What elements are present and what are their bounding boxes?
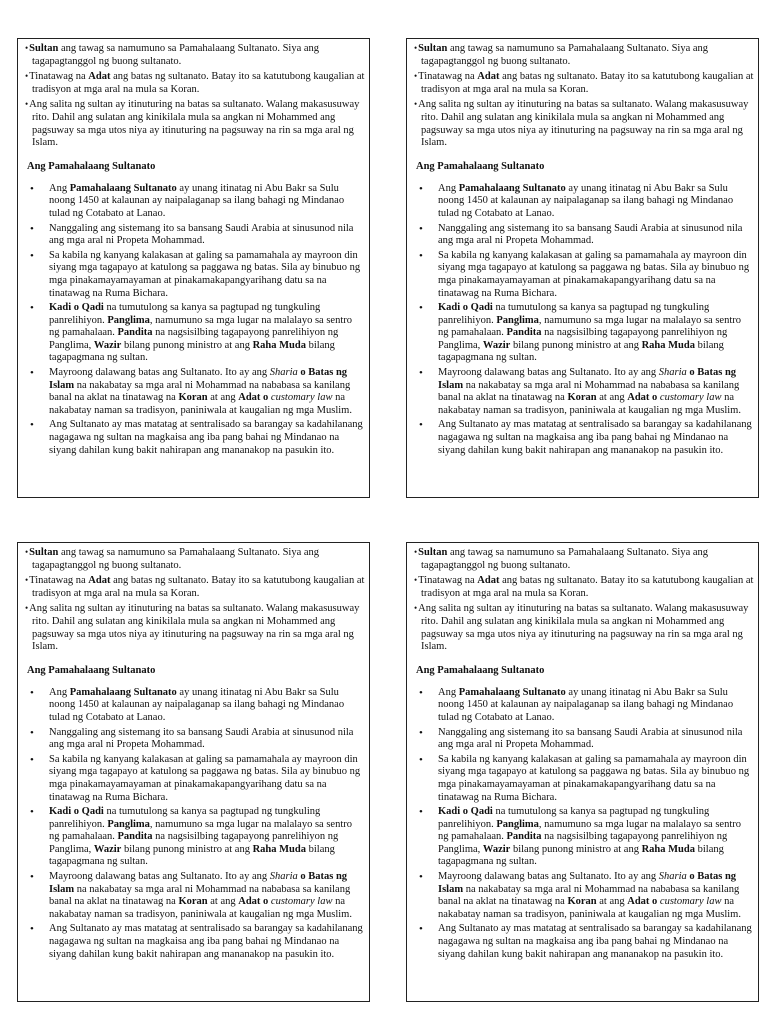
text-run: bilang tagapagmana ng sultan. bbox=[49, 843, 335, 868]
bullet-icon: • bbox=[419, 419, 423, 432]
bullet-icon: • bbox=[30, 753, 34, 766]
bold-term: Adat bbox=[88, 71, 111, 83]
bullet-list bbox=[18, 183, 369, 457]
text-run: Nanggaling ang sistemang ito sa bansang Saudi Arabia at sinusunod nila ang mga aral ni Propeta Mohammad. bbox=[49, 222, 354, 247]
bullet-icon: • bbox=[419, 923, 423, 936]
list-item bbox=[18, 687, 363, 725]
text-run: bilang tagapagmana ng sultan. bbox=[438, 339, 724, 364]
text-run: bilang punong ministro at ang bbox=[121, 339, 253, 351]
intro-list bbox=[407, 39, 758, 150]
emphasis-term: o Batas ng Islam bbox=[49, 871, 348, 895]
bullet-icon: • bbox=[419, 302, 423, 315]
emphasis-term: Pandita bbox=[506, 327, 542, 339]
intro-list bbox=[18, 39, 369, 150]
text-run: Sa kabila ng kanyang kalakasan at galing sa pamamahala ay mayroon din siyang mga tagapayo at katulong sa paggawa ng batas. Sila ay binubuo ng mga pinakamayamayaman at pinakamakapangyarihang datu sa na tinatawag na Ruma Bichara. bbox=[49, 753, 361, 803]
intro-item: •Sultan ang tawag sa namumuno sa Pamahalaang Sultanato. Siya ang tagapagtanggol ng buong sultanato. bbox=[414, 43, 709, 67]
emphasis-term: Wazir bbox=[482, 843, 511, 855]
text-run: na nakabatay naman sa tradisyon, paniniwala at kaugalian ng mga Muslim. bbox=[438, 392, 741, 416]
text-run: Mayroong dalawang batas ang Sultanato. Ito ay ang bbox=[49, 871, 270, 883]
list-item bbox=[18, 754, 363, 804]
emphasis-term: Adat o bbox=[238, 896, 269, 908]
text-run: ay unang itinatag ni Abu Bakr sa Sulu noong 1450 at kalaunan ay naipalaganap sa ilang bahagi ng Mindanao tulad ng Cotabato at Lanao. bbox=[438, 686, 734, 723]
emphasis-term: customary law bbox=[659, 392, 722, 404]
emphasis-term: customary law bbox=[659, 896, 722, 908]
handout-card-2 bbox=[406, 38, 759, 498]
intro-item: •Sultan ang tawag sa namumuno sa Pamahalaang Sultanato. Siya ang tagapagtanggol ng buong sultanato. bbox=[414, 547, 709, 571]
emphasis-term: Pamahalaang Sultanato bbox=[69, 686, 177, 698]
intro-item: •Ang salita ng sultan ay itinuturing na batas sa sultanato. Walang makasusuway rito. Dahil ang sulatan ang kinikilala mula sa angkan ni Mohammed ang pagsuway sa mga utos niya ay itinuturing na pagsuway na rin sa mga aral ng Islam. bbox=[25, 603, 360, 653]
text-run: Ang Sultanato ay mas matatag at sentralisado sa barangay sa kadahilanang nagagawa ng sultan na magkaisa ang iba pang bahai ng Mindanao na siyang dahilan kung bakit nahirapan ang mananakop na pasukin ito. bbox=[49, 419, 363, 456]
list-item bbox=[18, 302, 363, 365]
list-item bbox=[18, 871, 363, 921]
emphasis-term: Pamahalaang Sultanato bbox=[458, 182, 566, 194]
text-run: na tumutulong sa kanya sa pagtupad ng tungkuling panrelihiyon. bbox=[49, 302, 321, 326]
text-run: na tumutulong sa kanya sa pagtupad ng tungkuling panrelihiyon. bbox=[49, 806, 321, 830]
list-item bbox=[407, 754, 752, 804]
bullet-list bbox=[407, 183, 758, 457]
text-run: Sa kabila ng kanyang kalakasan at galing sa pamamahala ay mayroon din siyang mga tagapayo at katulong sa paggawa ng batas. Sila ay binubuo ng mga pinakamayamayaman at pinakamakapangyarihang datu sa na tinatawag na Ruma Bichara. bbox=[49, 249, 361, 299]
text-run: Sa kabila ng kanyang kalakasan at galing sa pamamahala ay mayroon din siyang mga tagapayo at katulong sa paggawa ng batas. Sila ay binubuo ng mga pinakamayamayaman at pinakamakapangyarihang datu sa na tinatawag na Ruma Bichara. bbox=[438, 249, 750, 299]
text-run: bilang tagapagmana ng sultan. bbox=[49, 339, 335, 364]
bullet-icon: • bbox=[30, 249, 34, 262]
emphasis-term: Adat o bbox=[238, 392, 269, 404]
bullet-icon: • bbox=[30, 726, 34, 739]
intro-list bbox=[407, 543, 758, 654]
text-run: na nagsisilbing tagapayong panrelihiyon ng Panglima, bbox=[438, 327, 728, 351]
text-run: na nagsisilbing tagapayong panrelihiyon ng Panglima, bbox=[49, 831, 339, 855]
list-item bbox=[18, 183, 363, 221]
emphasis-term: Sharia bbox=[269, 871, 298, 883]
emphasis-term: Panglima bbox=[496, 314, 539, 326]
bullet-icon: • bbox=[419, 367, 423, 380]
list-item bbox=[407, 250, 752, 300]
text-run: Mayroong dalawang batas ang Sultanato. Ito ay ang bbox=[438, 871, 659, 883]
text-run: na nagsisilbing tagapayong panrelihiyon ng Panglima, bbox=[49, 327, 339, 351]
emphasis-term: Wazir bbox=[93, 339, 122, 351]
text-run: na nakabatay sa mga aral ni Mohammad na nababasa sa kanilang banal na aklat na tinatawag na bbox=[438, 379, 740, 404]
intro-list bbox=[18, 543, 369, 654]
text-run: Ang bbox=[49, 182, 70, 194]
emphasis-term: Raha Muda bbox=[252, 339, 306, 351]
emphasis-term: Kadi o Qadi bbox=[49, 806, 104, 818]
text-run: na nakabatay naman sa tradisyon, paniniwala at kaugalian ng mga Muslim. bbox=[49, 392, 352, 416]
text-run: at ang bbox=[596, 896, 628, 908]
list-item bbox=[407, 871, 752, 921]
text-run: , namumuno sa mga lugar na malalayo sa sentro ng pamahalaan. bbox=[438, 314, 741, 339]
list-item bbox=[407, 302, 752, 365]
text-run: Ang Sultanato ay mas matatag at sentralisado sa barangay sa kadahilanang nagagawa ng sultan na magkaisa ang iba pang bahai ng Mindanao na siyang dahilan kung bakit nahirapan ang mananakop na pasukin ito. bbox=[49, 923, 363, 960]
list-item bbox=[407, 923, 752, 961]
list-item bbox=[18, 727, 363, 752]
bullet-list bbox=[18, 687, 369, 961]
emphasis-term: Raha Muda bbox=[641, 339, 695, 351]
text-run: Mayroong dalawang batas ang Sultanato. Ito ay ang bbox=[49, 367, 270, 379]
text-run: Ang Sultanato ay mas matatag at sentralisado sa barangay sa kadahilanang nagagawa ng sultan na magkaisa ang iba pang bahai ng Mindanao na siyang dahilan kung bakit nahirapan ang mananakop na pasukin ito. bbox=[438, 923, 752, 960]
bullet-icon: • bbox=[30, 419, 34, 432]
emphasis-term: Adat o bbox=[627, 392, 658, 404]
text-run: Nanggaling ang sistemang ito sa bansang Saudi Arabia at sinusunod nila ang mga aral ni Propeta Mohammad. bbox=[438, 222, 743, 247]
emphasis-term: Pandita bbox=[506, 831, 542, 843]
list-item bbox=[407, 727, 752, 752]
text-run: na nakabatay naman sa tradisyon, paniniwala at kaugalian ng mga Muslim. bbox=[49, 896, 352, 920]
text-run: , namumuno sa mga lugar na malalayo sa sentro ng pamahalaan. bbox=[438, 818, 741, 843]
handout-card-1 bbox=[17, 38, 370, 498]
emphasis-term: Wazir bbox=[482, 339, 511, 351]
bullet-icon: • bbox=[30, 302, 34, 315]
text-run: at ang bbox=[207, 392, 239, 404]
bold-term: Sultan bbox=[29, 547, 59, 558]
section-heading: Ang Pamahalaang Sultanato bbox=[416, 160, 545, 172]
handout-card-4 bbox=[406, 542, 759, 1002]
bullet-icon: • bbox=[419, 249, 423, 262]
text-run: na tumutulong sa kanya sa pagtupad ng tungkuling panrelihiyon. bbox=[438, 302, 710, 326]
emphasis-term: Adat o bbox=[627, 896, 658, 908]
text-run: ay unang itinatag ni Abu Bakr sa Sulu noong 1450 at kalaunan ay naipalaganap sa ilang bahagi ng Mindanao tulad ng Cotabato at Lanao. bbox=[49, 182, 345, 219]
text-run: , namumuno sa mga lugar na malalayo sa sentro ng pamahalaan. bbox=[49, 314, 352, 339]
bullet-icon: • bbox=[419, 686, 423, 699]
text-run: bilang punong ministro at ang bbox=[510, 339, 642, 351]
intro-item: •Sultan ang tawag sa namumuno sa Pamahalaang Sultanato. Siya ang tagapagtanggol ng buong sultanato. bbox=[25, 547, 320, 571]
text-run: bilang tagapagmana ng sultan. bbox=[438, 843, 724, 868]
intro-item: •Ang salita ng sultan ay itinuturing na batas sa sultanato. Walang makasusuway rito. Dahil ang sulatan ang kinikilala mula sa angkan ni Mohammed ang pagsuway sa mga utos niya ay itinuturing na pagsuway na rin sa mga aral ng Islam. bbox=[414, 603, 749, 653]
emphasis-term: Pamahalaang Sultanato bbox=[69, 182, 177, 194]
text-run: Ang bbox=[438, 182, 459, 194]
text-run: na nakabatay naman sa tradisyon, paniniwala at kaugalian ng mga Muslim. bbox=[438, 896, 741, 920]
text-run: na nagsisilbing tagapayong panrelihiyon ng Panglima, bbox=[438, 831, 728, 855]
text-run: na nakabatay sa mga aral ni Mohammad na nababasa sa kanilang banal na aklat na tinatawag na bbox=[49, 379, 351, 404]
text-run: at ang bbox=[596, 392, 628, 404]
emphasis-term: Pandita bbox=[117, 831, 153, 843]
bullet-icon: • bbox=[30, 182, 34, 195]
bullet-icon: • bbox=[30, 923, 34, 936]
text-run: Ang bbox=[438, 686, 459, 698]
list-item bbox=[18, 223, 363, 248]
list-item bbox=[18, 367, 363, 417]
text-run: ay unang itinatag ni Abu Bakr sa Sulu noong 1450 at kalaunan ay naipalaganap sa ilang bahagi ng Mindanao tulad ng Cotabato at Lanao. bbox=[438, 182, 734, 219]
emphasis-term: Panglima bbox=[496, 818, 539, 830]
bold-term: Adat bbox=[477, 575, 500, 587]
emphasis-term: Kadi o Qadi bbox=[438, 806, 493, 818]
bold-term: Adat bbox=[477, 71, 500, 83]
bullet-icon: • bbox=[419, 753, 423, 766]
list-item bbox=[407, 419, 752, 457]
text-run: bilang punong ministro at ang bbox=[510, 843, 642, 855]
emphasis-term: customary law bbox=[270, 896, 333, 908]
bullet-icon: • bbox=[419, 182, 423, 195]
emphasis-term: o Batas ng Islam bbox=[438, 871, 737, 895]
bullet-icon: • bbox=[30, 367, 34, 380]
emphasis-term: o Batas ng Islam bbox=[438, 367, 737, 391]
emphasis-term: Kadi o Qadi bbox=[49, 302, 104, 314]
bullet-icon: • bbox=[30, 806, 34, 819]
bullet-icon: • bbox=[419, 871, 423, 884]
emphasis-term: Sharia bbox=[269, 367, 298, 379]
text-run: Ang bbox=[49, 686, 70, 698]
intro-item: •Ang salita ng sultan ay itinuturing na batas sa sultanato. Walang makasusuway rito. Dahil ang sulatan ang kinikilala mula sa angkan ni Mohammed ang pagsuway sa mga utos niya ay itinuturing na pagsuway na rin sa mga aral ng Islam. bbox=[25, 99, 360, 149]
emphasis-term: Koran bbox=[178, 392, 208, 404]
emphasis-term: Raha Muda bbox=[641, 843, 695, 855]
text-run: Sa kabila ng kanyang kalakasan at galing sa pamamahala ay mayroon din siyang mga tagapayo at katulong sa paggawa ng batas. Sila ay binubuo ng mga pinakamayamayaman at pinakamakapangyarihang datu sa na tinatawag na Ruma Bichara. bbox=[438, 753, 750, 803]
bullet-icon: • bbox=[419, 806, 423, 819]
emphasis-term: Koran bbox=[567, 896, 597, 908]
emphasis-term: Koran bbox=[567, 392, 597, 404]
bullet-icon: • bbox=[419, 222, 423, 235]
text-run: na tumutulong sa kanya sa pagtupad ng tungkuling panrelihiyon. bbox=[438, 806, 710, 830]
text-run: bilang punong ministro at ang bbox=[121, 843, 253, 855]
bold-term: Sultan bbox=[29, 43, 59, 54]
bullet-icon: • bbox=[30, 222, 34, 235]
bullet-icon: • bbox=[30, 686, 34, 699]
list-item bbox=[18, 923, 363, 961]
list-item bbox=[18, 419, 363, 457]
emphasis-term: o Batas ng Islam bbox=[49, 367, 348, 391]
emphasis-term: Sharia bbox=[658, 871, 687, 883]
bold-term: Adat bbox=[88, 575, 111, 587]
intro-item: •Tinatawag na Adat ang batas ng sultanato. Batay ito sa katutubong kaugalian at tradisyon at mga aral na mula sa Koran. bbox=[414, 71, 754, 95]
list-item bbox=[18, 806, 363, 869]
intro-item: •Ang salita ng sultan ay itinuturing na batas sa sultanato. Walang makasusuway rito. Dahil ang sulatan ang kinikilala mula sa angkan ni Mohammed ang pagsuway sa mga utos niya ay itinuturing na pagsuway na rin sa mga aral ng Islam. bbox=[414, 99, 749, 149]
bullet-icon: • bbox=[419, 726, 423, 739]
text-run: na nakabatay sa mga aral ni Mohammad na nababasa sa kanilang banal na aklat na tinatawag na bbox=[49, 883, 351, 908]
intro-item: •Tinatawag na Adat ang batas ng sultanato. Batay ito sa katutubong kaugalian at tradisyon at mga aral na mula sa Koran. bbox=[25, 575, 365, 599]
section-heading: Ang Pamahalaang Sultanato bbox=[27, 160, 156, 172]
text-run: at ang bbox=[207, 896, 239, 908]
text-run: na nakabatay sa mga aral ni Mohammad na nababasa sa kanilang banal na aklat na tinatawag na bbox=[438, 883, 740, 908]
list-item bbox=[407, 367, 752, 417]
intro-item: •Tinatawag na Adat ang batas ng sultanato. Batay ito sa katutubong kaugalian at tradisyon at mga aral na mula sa Koran. bbox=[25, 71, 365, 95]
intro-item: •Tinatawag na Adat ang batas ng sultanato. Batay ito sa katutubong kaugalian at tradisyon at mga aral na mula sa Koran. bbox=[414, 575, 754, 599]
intro-item: •Sultan ang tawag sa namumuno sa Pamahalaang Sultanato. Siya ang tagapagtanggol ng buong sultanato. bbox=[25, 43, 320, 67]
text-run: Mayroong dalawang batas ang Sultanato. Ito ay ang bbox=[438, 367, 659, 379]
emphasis-term: Kadi o Qadi bbox=[438, 302, 493, 314]
text-run: , namumuno sa mga lugar na malalayo sa sentro ng pamahalaan. bbox=[49, 818, 352, 843]
section-heading: Ang Pamahalaang Sultanato bbox=[416, 664, 545, 676]
emphasis-term: Panglima bbox=[107, 314, 150, 326]
emphasis-term: Raha Muda bbox=[252, 843, 306, 855]
list-item bbox=[18, 250, 363, 300]
emphasis-term: Wazir bbox=[93, 843, 122, 855]
emphasis-term: Pamahalaang Sultanato bbox=[458, 686, 566, 698]
emphasis-term: Panglima bbox=[107, 818, 150, 830]
emphasis-term: Pandita bbox=[117, 327, 153, 339]
handout-card-3 bbox=[17, 542, 370, 1002]
text-run: ay unang itinatag ni Abu Bakr sa Sulu noong 1450 at kalaunan ay naipalaganap sa ilang bahagi ng Mindanao tulad ng Cotabato at Lanao. bbox=[49, 686, 345, 723]
list-item bbox=[407, 183, 752, 221]
emphasis-term: Sharia bbox=[658, 367, 687, 379]
text-run: Nanggaling ang sistemang ito sa bansang Saudi Arabia at sinusunod nila ang mga aral ni Propeta Mohammad. bbox=[438, 726, 743, 751]
emphasis-term: Koran bbox=[178, 896, 208, 908]
text-run: Nanggaling ang sistemang ito sa bansang Saudi Arabia at sinusunod nila ang mga aral ni Propeta Mohammad. bbox=[49, 726, 354, 751]
list-item bbox=[407, 687, 752, 725]
bullet-list bbox=[407, 687, 758, 961]
list-item bbox=[407, 806, 752, 869]
emphasis-term: customary law bbox=[270, 392, 333, 404]
list-item bbox=[407, 223, 752, 248]
bullet-icon: • bbox=[30, 871, 34, 884]
section-heading: Ang Pamahalaang Sultanato bbox=[27, 664, 156, 676]
bold-term: Sultan bbox=[418, 547, 448, 558]
bold-term: Sultan bbox=[418, 43, 448, 54]
text-run: Ang Sultanato ay mas matatag at sentralisado sa barangay sa kadahilanang nagagawa ng sultan na magkaisa ang iba pang bahai ng Mindanao na siyang dahilan kung bakit nahirapan ang mananakop na pasukin ito. bbox=[438, 419, 752, 456]
